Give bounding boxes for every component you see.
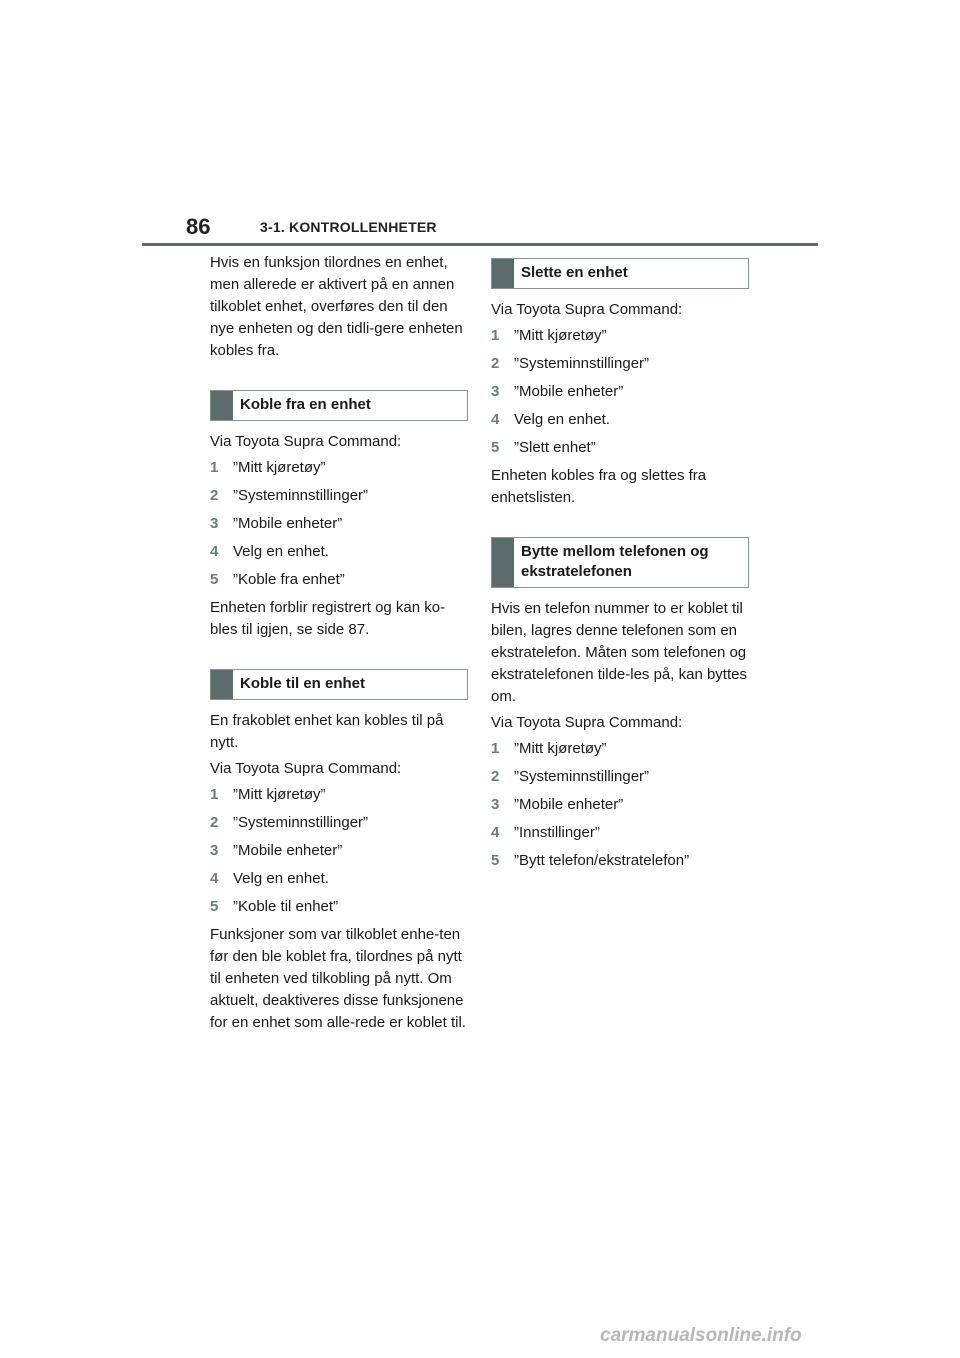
intro-paragraph: En frakoblet enhet kan kobles til på nytt.	[210, 712, 444, 751]
step-item	[491, 822, 753, 844]
step-number: 4	[210, 870, 219, 887]
heading-marker	[492, 538, 514, 587]
note-paragraph: Funksjoner som var tilkoblet enhe-ten før den ble koblet fra, tilordnes på nytt til enheten ved tilkobling på nytt. Om aktuelt, deaktiveres disse funksjonene for en enhet som alle-rede er koblet til.	[210, 926, 466, 1031]
step-number: 1	[210, 786, 219, 803]
steps-disconnect	[210, 457, 472, 591]
section-heading-disconnect	[210, 390, 468, 421]
step-item	[210, 840, 472, 862]
step-number: 1	[491, 740, 500, 757]
heading-text: Slette en enhet	[521, 264, 628, 281]
step-item	[491, 381, 753, 403]
step-item	[491, 738, 753, 760]
steps-connect	[210, 784, 472, 918]
step-number: 1	[210, 459, 219, 476]
section-heading-connect	[210, 669, 468, 700]
section-title: 3-1. KONTROLLENHETER	[260, 219, 437, 235]
step-number: 5	[210, 571, 219, 588]
step-text: ”Mitt kjøretøy”	[514, 740, 607, 757]
step-number: 4	[210, 543, 219, 560]
step-text: ”Innstillinger”	[514, 824, 600, 841]
step-text: ”Bytt telefon/ekstratelefon”	[514, 852, 690, 869]
step-text: Velg en enhet.	[233, 543, 329, 560]
step-text: ”Slett enhet”	[514, 439, 596, 456]
step-number: 2	[210, 814, 219, 831]
note-paragraph: Enheten kobles fra og slettes fra enhetslisten.	[491, 467, 707, 506]
heading-marker	[211, 670, 233, 699]
step-text: ”Mitt kjøretøy”	[233, 459, 326, 476]
step-text: ”Koble til enhet”	[233, 898, 339, 915]
step-text: ”Mobile enheter”	[233, 842, 343, 859]
section-heading-switch	[491, 537, 749, 588]
step-text: Velg en enhet.	[514, 411, 610, 428]
step-item	[210, 569, 472, 591]
step-item	[210, 541, 472, 563]
via-text: Via Toyota Supra Command:	[210, 433, 402, 450]
step-text: ”Mobile enheter”	[233, 515, 343, 532]
step-number: 3	[210, 515, 219, 532]
step-item	[210, 868, 472, 890]
right-column	[491, 252, 753, 878]
step-number: 4	[491, 824, 500, 841]
step-number: 4	[491, 411, 500, 428]
step-item	[491, 409, 753, 431]
step-number: 3	[491, 383, 500, 400]
step-item	[210, 784, 472, 806]
note-paragraph: Enheten forblir registrert og kan ko-bles til igjen, se side 87.	[210, 599, 446, 638]
step-number: 5	[491, 439, 500, 456]
step-item	[491, 850, 753, 872]
step-number: 3	[491, 796, 500, 813]
step-number: 5	[491, 852, 500, 869]
steps-switch	[491, 738, 753, 872]
heading-text: Koble fra en enhet	[240, 396, 371, 413]
step-number: 2	[210, 487, 219, 504]
page-number: 86	[186, 214, 211, 239]
step-text: ”Koble fra enhet”	[233, 571, 345, 588]
step-text: ”Mitt kjøretøy”	[233, 786, 326, 803]
heading-text: Koble til en enhet	[240, 675, 366, 692]
intro-paragraph: Hvis en telefon nummer to er koblet til bilen, lagres denne telefonen som en ekstratelefon. Måten som telefonen og ekstratelefonen tilde-les på, kan byttes om.	[491, 600, 747, 705]
via-text: Via Toyota Supra Command:	[491, 301, 683, 318]
step-item	[210, 485, 472, 507]
step-text: ”Mobile enheter”	[514, 796, 624, 813]
step-number: 5	[210, 898, 219, 915]
section-heading-delete	[491, 258, 749, 289]
step-text: Velg en enhet.	[233, 870, 329, 887]
via-text: Via Toyota Supra Command:	[210, 760, 402, 777]
heading-marker	[211, 391, 233, 420]
step-item	[491, 437, 753, 459]
step-text: ”Systeminnstillinger”	[233, 487, 369, 504]
heading-text: Bytte mellom telefonen og ekstratelefonen	[521, 543, 709, 580]
step-text: ”Systeminnstillinger”	[514, 355, 650, 372]
step-text: ”Systeminnstillinger”	[514, 768, 650, 785]
step-text: ”Mitt kjøretøy”	[514, 327, 607, 344]
header-rule	[142, 243, 818, 246]
step-text: ”Mobile enheter”	[514, 383, 624, 400]
watermark: carmanualsonline.info	[600, 1325, 802, 1346]
step-number: 2	[491, 355, 500, 372]
step-item	[210, 457, 472, 479]
steps-delete	[491, 325, 753, 459]
step-number: 2	[491, 768, 500, 785]
step-item	[491, 325, 753, 347]
step-number: 3	[210, 842, 219, 859]
step-item	[491, 353, 753, 375]
heading-marker	[492, 259, 514, 288]
intro-paragraph: Hvis en funksjon tilordnes en enhet, men allerede er aktivert på en annen tilkoblet enhet, overføres den til den nye enheten og den tidli-gere enheten kobles fra.	[210, 254, 463, 359]
step-item	[210, 812, 472, 834]
step-item	[210, 896, 472, 918]
step-item	[210, 513, 472, 535]
left-column	[210, 252, 472, 1038]
step-item	[491, 766, 753, 788]
step-text: ”Systeminnstillinger”	[233, 814, 369, 831]
via-text: Via Toyota Supra Command:	[491, 714, 683, 731]
step-item	[491, 794, 753, 816]
step-number: 1	[491, 327, 500, 344]
